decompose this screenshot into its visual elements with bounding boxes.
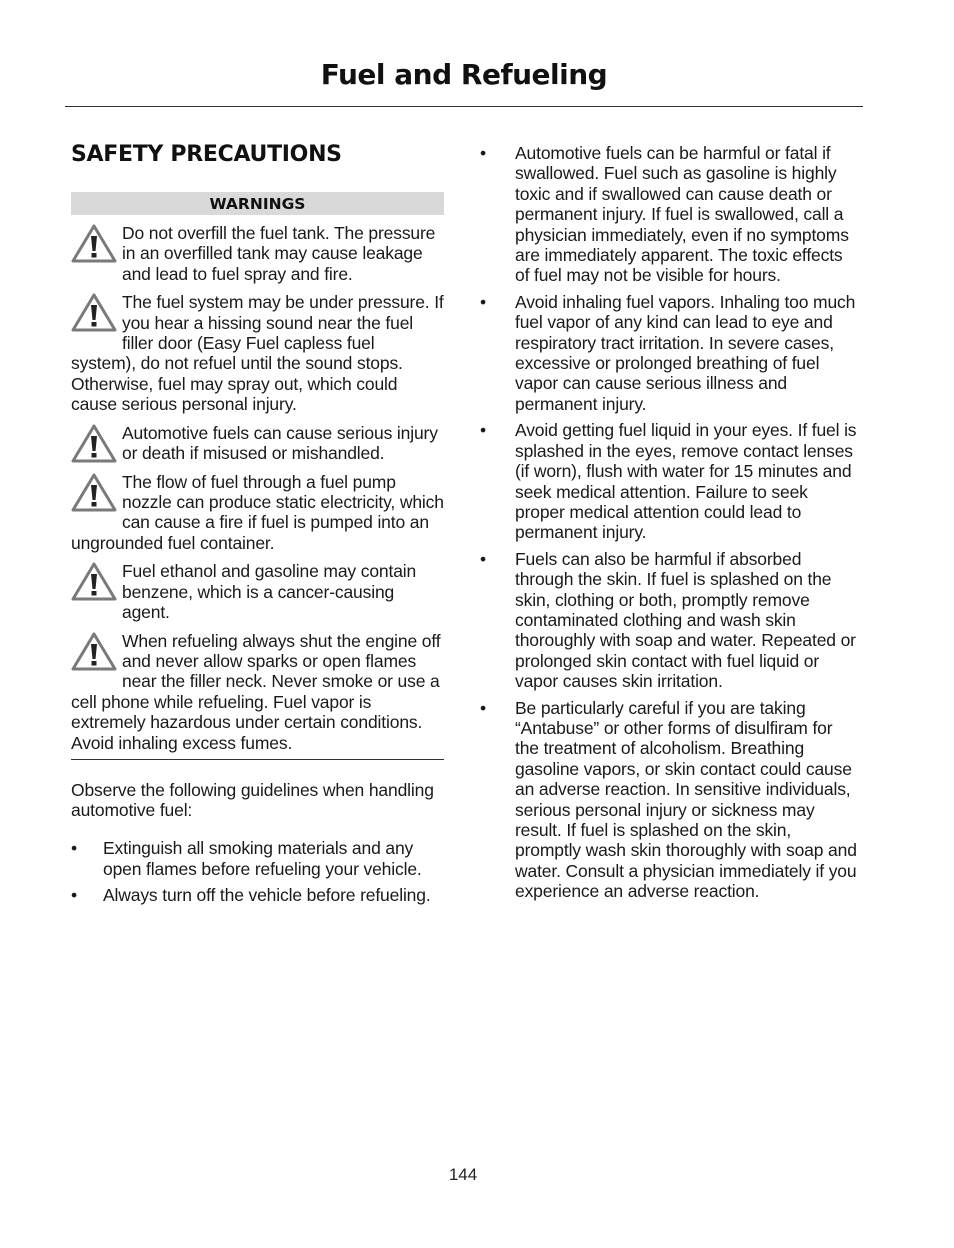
warnings-divider xyxy=(71,759,444,760)
bullet-icon: • xyxy=(480,697,486,718)
warning-triangle-icon xyxy=(71,631,118,672)
warning-item xyxy=(71,423,444,464)
warning-item xyxy=(71,561,444,622)
guidelines-list-left xyxy=(71,838,444,905)
guidelines-list-right xyxy=(480,143,860,902)
list-item xyxy=(480,698,860,902)
list-item-text: Fuels can also be harmful if absorbed through the skin. If fuel is splashed on the skin, clothing or both, promptly remove contaminated clothing and wash skin thoroughly with soap and water. Repeated or prolonged skin contact with fuel liquid or vapor causes skin irritation. xyxy=(515,548,856,692)
list-item xyxy=(480,143,860,286)
list-item xyxy=(71,838,444,879)
warning-triangle-icon xyxy=(71,472,118,513)
bullet-icon: • xyxy=(71,838,77,859)
warning-item xyxy=(71,292,444,414)
bullet-icon: • xyxy=(480,291,486,312)
section-heading: SAFETY PRECAUTIONS xyxy=(71,142,342,167)
list-item-text: Extinguish all smoking materials and any open flames before refueling your vehicle. xyxy=(103,838,422,879)
warning-text: Automotive fuels can cause serious injury or death if misused or mishandled. xyxy=(122,422,438,464)
left-column xyxy=(71,142,444,911)
warning-text: When refueling always shut the engine off and never allow sparks or open flames near the filler neck. Never smoke or use a cell phone while refueling. Fuel vapor is extremely hazardous under certain conditions. Avoid inhaling excess fumes. xyxy=(71,630,441,753)
right-column xyxy=(480,143,860,908)
list-item-text: Automotive fuels can be harmful or fatal if swallowed. Fuel such as gasoline is highly toxic and if swallowed can cause death or permanent injury. If fuel is swallowed, call a physician immediately, even if no symptoms are immediately apparent. The toxic effects of fuel may not be visible for hours. xyxy=(515,143,849,286)
bullet-icon: • xyxy=(480,548,486,569)
list-item xyxy=(480,420,860,542)
warning-item xyxy=(71,472,444,554)
warning-item xyxy=(71,223,444,284)
list-item xyxy=(480,549,860,692)
page-number: 144 xyxy=(448,1165,478,1184)
list-item xyxy=(71,885,444,905)
guidelines-intro: Observe the following guidelines when handling automotive fuel: xyxy=(71,779,434,821)
warning-triangle-icon xyxy=(71,423,118,464)
bullet-icon: • xyxy=(71,885,77,906)
list-item-text: Avoid getting fuel liquid in your eyes. If fuel is splashed in the eyes, remove contact lenses (if worn), flush with water for 15 minutes and seek medical attention. Failure to seek proper medical attention could lead to permanent injury. xyxy=(515,420,857,543)
warning-text: Do not overfill the fuel tank. The pressure in an overfilled tank may cause leakage and lead to fuel spray and fire. xyxy=(122,223,436,284)
list-item-text: Always turn off the vehicle before refueling. xyxy=(103,885,431,906)
bullet-icon: • xyxy=(480,420,486,441)
page-title: Fuel and Refueling xyxy=(320,58,608,91)
warning-triangle-icon xyxy=(71,223,118,264)
list-item-text: Be particularly careful if you are taking “Antabuse” or other forms of disulfiram for the treatment of alcoholism. Breathing gasoline vapors, or skin contact could cause an adverse reaction. In sensitive individuals, serious personal injury or sickness may result. If fuel is splashed on the skin, promptly wash skin thoroughly with soap and water. Consult a physician immediately if you experience an adverse reaction. xyxy=(515,697,857,902)
warnings-header: WARNINGS xyxy=(71,192,444,215)
bullet-icon: • xyxy=(480,143,486,163)
list-item-text: Avoid inhaling fuel vapors. Inhaling too much fuel vapor of any kind can lead to eye and respiratory tract irritation. In severe cases, excessive or prolonged breathing of fuel vapor can cause serious illness and permanent injury. xyxy=(515,291,856,414)
warning-triangle-icon xyxy=(71,292,118,333)
title-divider xyxy=(65,106,863,107)
warning-triangle-icon xyxy=(71,561,118,602)
list-item xyxy=(480,292,860,414)
warning-text: The fuel system may be under pressure. If you hear a hissing sound near the fuel filler door (Easy Fuel capless fuel system), do not refuel until the sound stops. Otherwise, fuel may spray out, which could cause serious personal injury. xyxy=(71,292,444,415)
warning-text: The flow of fuel through a fuel pump nozzle can produce static electricity, which can cause a fire if fuel is pumped into an ungrounded fuel container. xyxy=(71,471,444,553)
warning-text: Fuel ethanol and gasoline may contain benzene, which is a cancer-causing agent. xyxy=(122,561,417,623)
warning-item xyxy=(71,631,444,753)
